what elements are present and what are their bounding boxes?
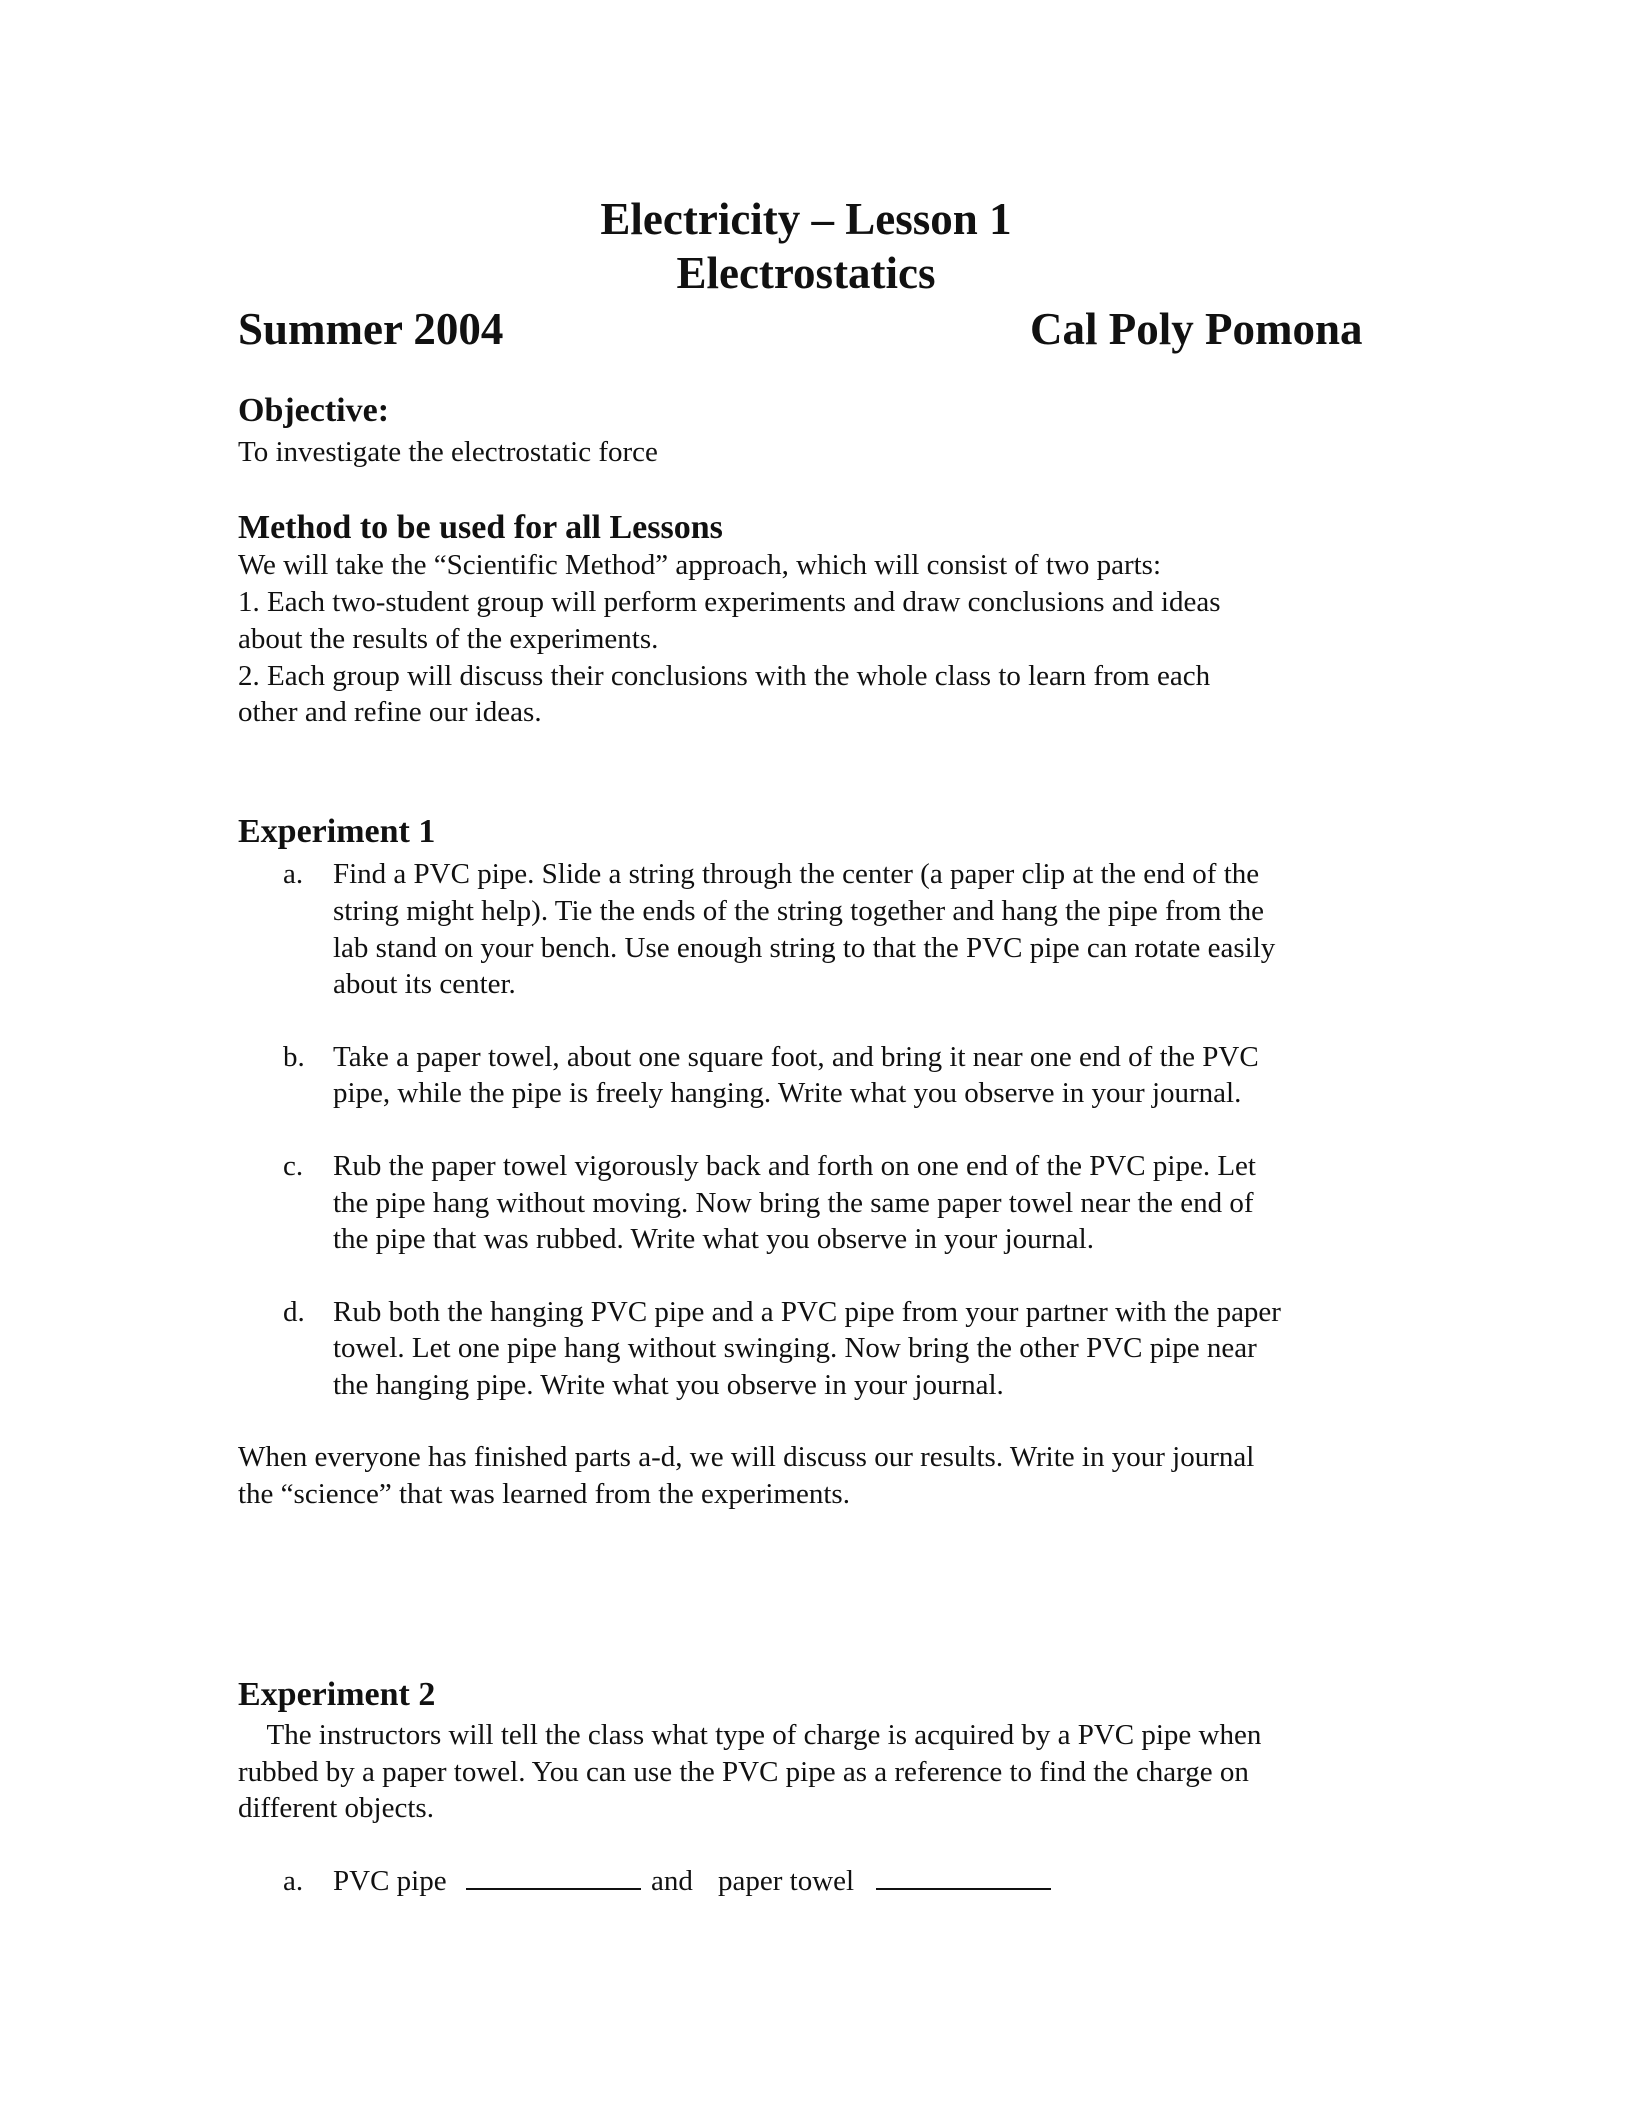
item-marker: a. [283,1865,304,1897]
item-line: lab stand on your bench. Use enough string to that the PVC pipe can rotate easily [333,932,1276,964]
method-line: We will take the “Scientific Method” approach, which will consist of two parts: [238,549,1162,581]
item-line: Rub both the hanging PVC pipe and a PVC pipe from your partner with the paper [333,1296,1281,1328]
experiment2-heading: Experiment 2 [238,1676,436,1713]
item-marker: c. [283,1150,304,1182]
item-marker: d. [283,1296,305,1328]
institution-label: Cal Poly Pomona [1030,304,1363,354]
experiment1-closing-line: the “science” that was learned from the experiments. [238,1478,850,1510]
method-line: about the results of the experiments. [238,623,659,655]
method-heading: Method to be used for all Lessons [238,509,723,546]
lesson-title: Electricity – Lesson 1 [600,194,1012,244]
item-line: about its center. [333,968,516,1000]
fill-label-paper-towel: paper towel [718,1865,855,1897]
experiment1-closing-line: When everyone has finished parts a-d, we will discuss our results. Write in your journal [238,1441,1255,1473]
item-line: Take a paper towel, about one square foot, and bring it near one end of the PVC [333,1041,1259,1073]
item-line: towel. Let one pipe hang without swinging. Now bring the other PVC pipe near [333,1332,1257,1364]
fill-label-pvc-pipe: PVC pipe [333,1865,447,1897]
item-marker: a. [283,858,304,890]
item-line: the pipe hang without moving. Now bring the same paper towel near the end of [333,1187,1254,1219]
paper-towel-charge-blank[interactable] [876,1888,1051,1890]
item-marker: b. [283,1041,305,1073]
method-line: 1. Each two-student group will perform experiments and draw conclusions and ideas [238,586,1221,618]
item-line: pipe, while the pipe is freely hanging. Write what you observe in your journal. [333,1077,1242,1109]
lesson-subtitle: Electrostatics [676,248,936,298]
fill-connector: and [651,1865,693,1897]
objective-text: To investigate the electrostatic force [238,436,658,468]
method-line: other and refine our ideas. [238,696,542,728]
experiment2-intro-line: The instructors will tell the class what type of charge is acquired by a PVC pipe when [238,1719,1262,1751]
objective-heading: Objective: [238,392,390,429]
item-line: the pipe that was rubbed. Write what you observe in your journal. [333,1223,1094,1255]
item-line: Find a PVC pipe. Slide a string through the center (a paper clip at the end of the [333,858,1260,890]
experiment2-intro-line: rubbed by a paper towel. You can use the PVC pipe as a reference to find the charge on [238,1756,1249,1788]
item-line: Rub the paper towel vigorously back and forth on one end of the PVC pipe. Let [333,1150,1256,1182]
item-line: string might help). Tie the ends of the string together and hang the pipe from the [333,895,1265,927]
experiment1-heading: Experiment 1 [238,813,436,850]
pvc-pipe-charge-blank[interactable] [466,1888,641,1890]
term-label: Summer 2004 [238,304,504,354]
item-line: the hanging pipe. Write what you observe in your journal. [333,1369,1004,1401]
method-line: 2. Each group will discuss their conclusions with the whole class to learn from each [238,660,1211,692]
experiment2-intro-line: different objects. [238,1792,434,1824]
